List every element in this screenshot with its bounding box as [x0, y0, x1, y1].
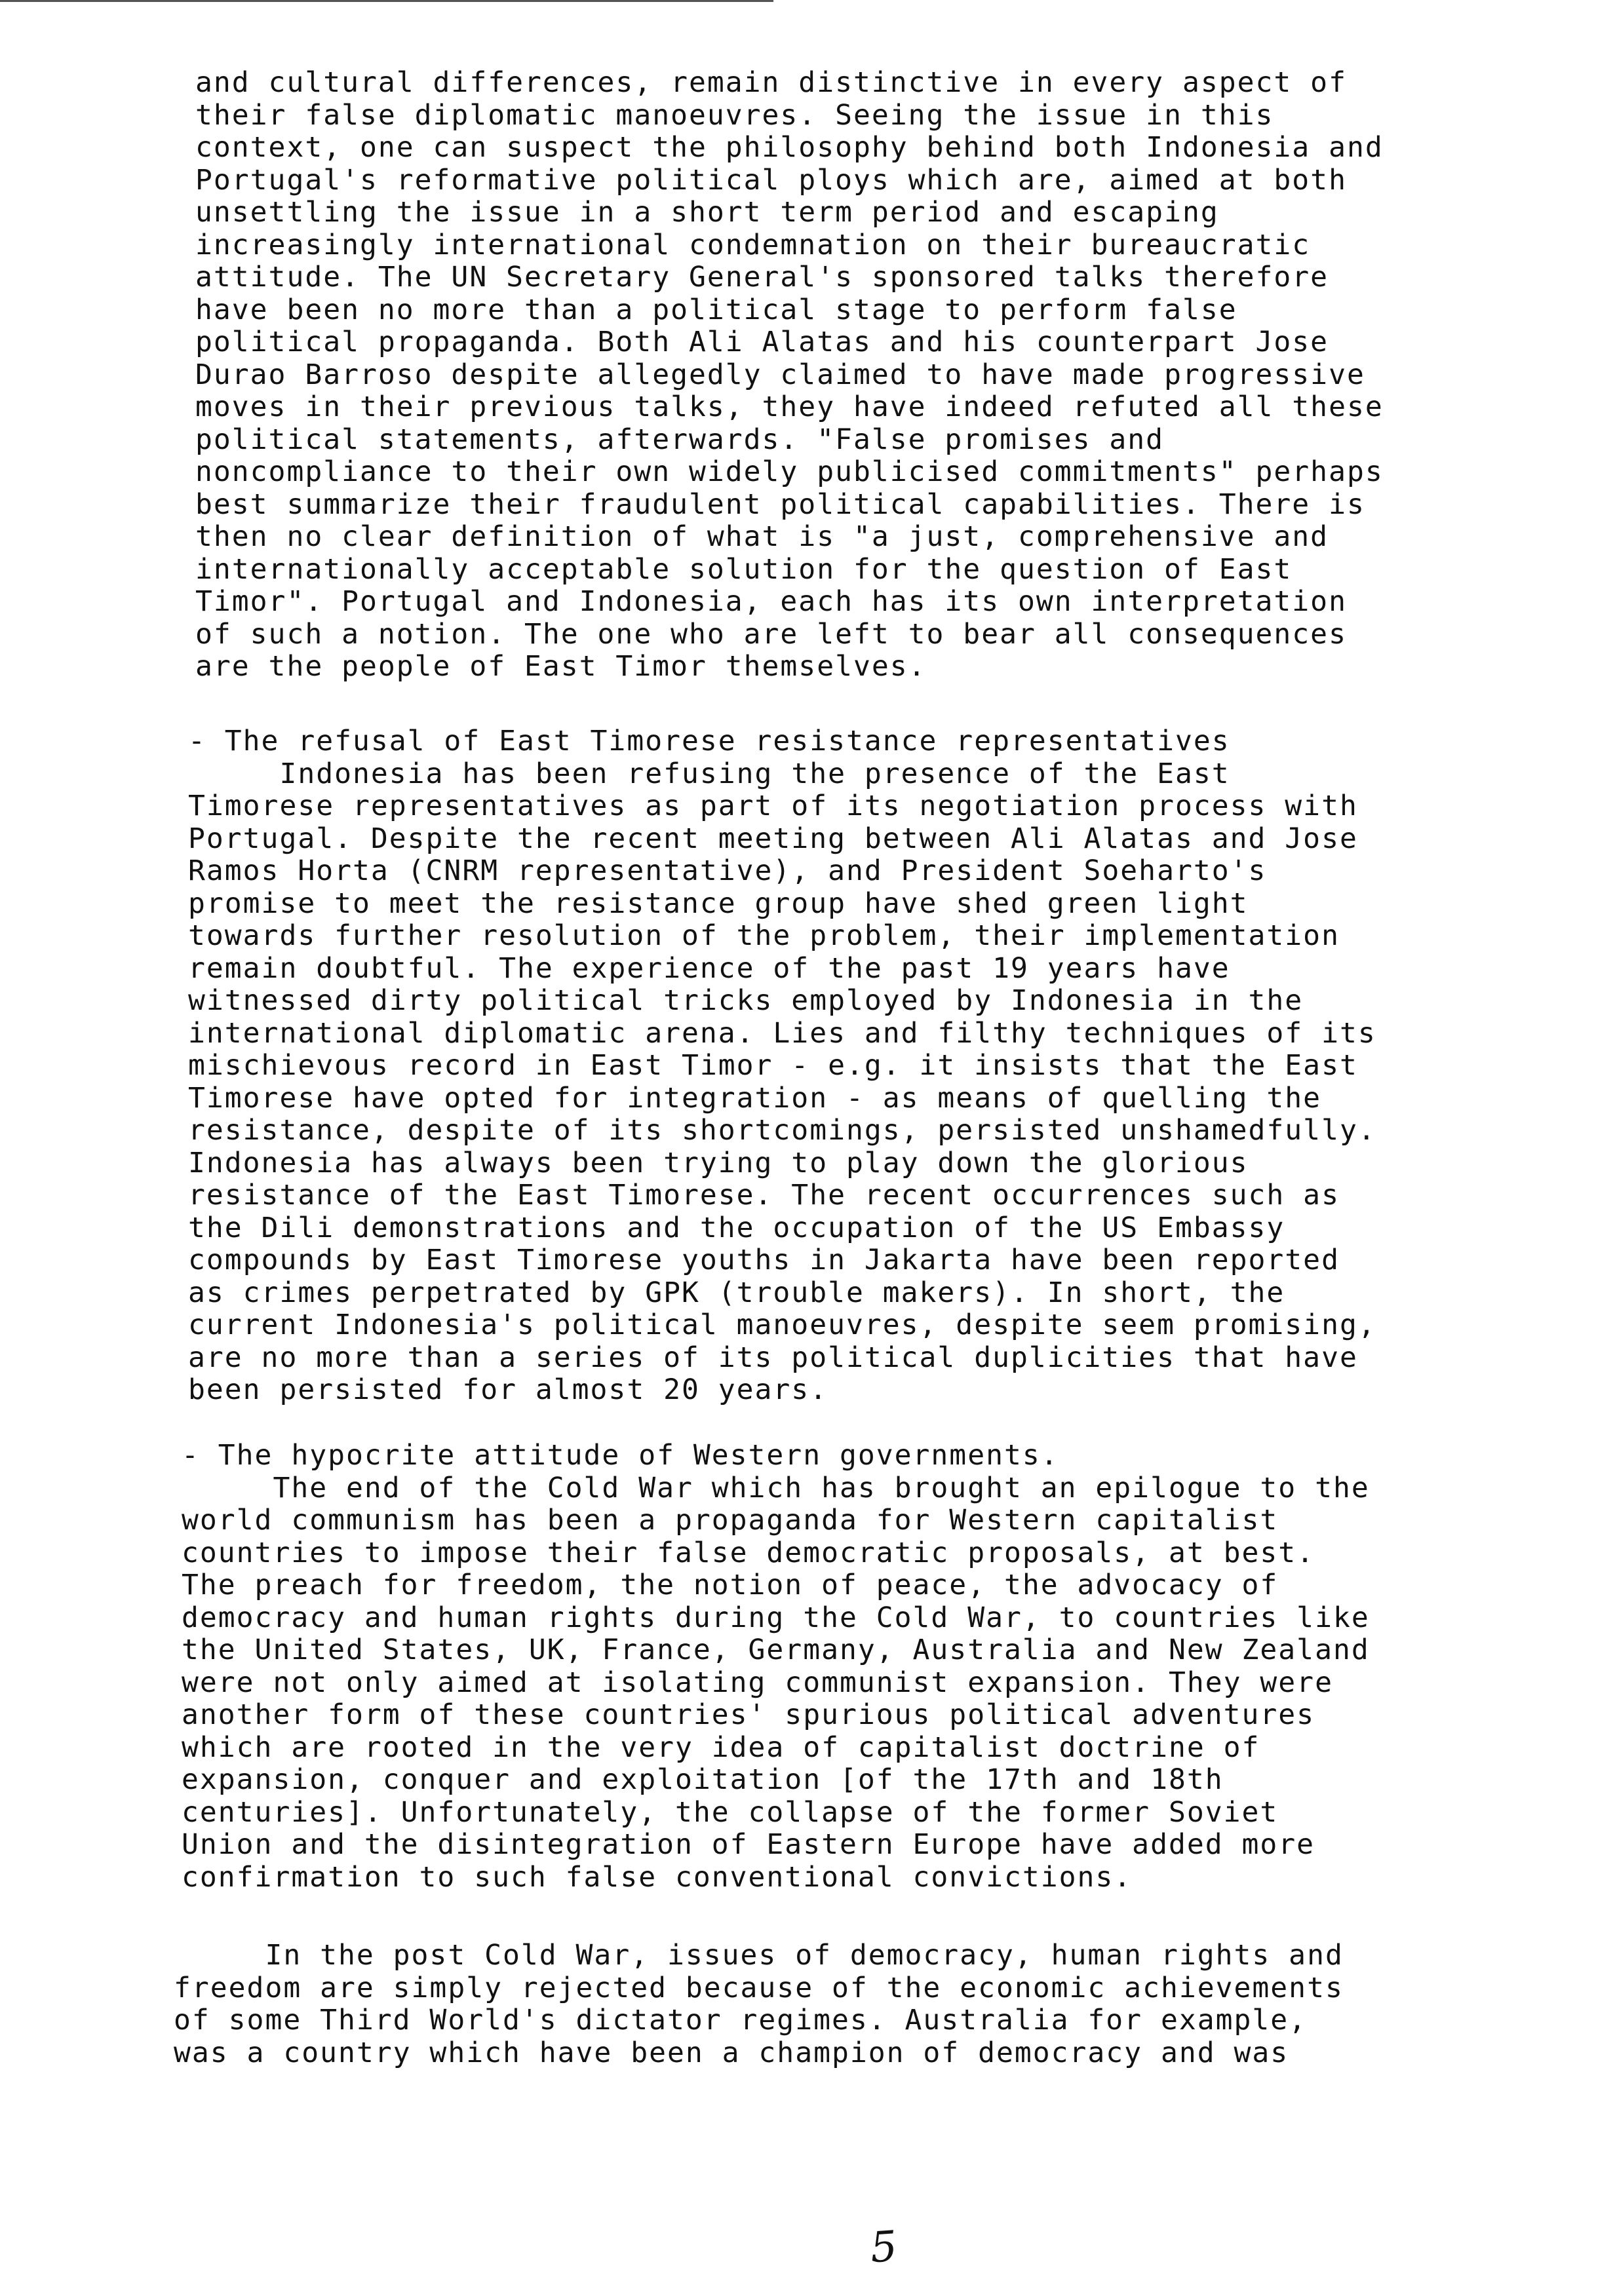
section-2-line: Ramos Horta (CNRM representative), and President Soeharto's: [188, 854, 1267, 887]
paragraph-4-line: was a country which have been a champion of democracy and was: [174, 2036, 1289, 2069]
section-2-line: international diplomatic arena. Lies and filthy techniques of its: [188, 1016, 1376, 1050]
paragraph-1-line: Portugal's reformative political ploys which are, aimed at both: [195, 163, 1347, 197]
section-2-line: compounds by East Timorese youths in Jakarta have been reported: [188, 1244, 1340, 1276]
section-2-line: Portugal. Despite the recent meeting between Ali Alatas and Jose: [188, 822, 1358, 855]
section-2-line: Indonesia has been refusing the presence of the East: [188, 757, 1230, 790]
section-2-line: resistance of the East Timorese. The recent occurrences such as: [188, 1179, 1340, 1212]
paragraph-1-line: internationally acceptable solution for the question of East: [195, 552, 1293, 586]
section-2-line: resistance, despite of its shortcomings, persisted unshamedfully.: [188, 1114, 1376, 1147]
section-3-line: another form of these countries' spurious political adventures: [182, 1698, 1315, 1731]
page-number: 5: [868, 2222, 899, 2273]
section-2-line: the Dili demonstrations and the occupation of the US Embassy: [188, 1211, 1285, 1244]
section-2-line: Timorese have opted for integration - as means of quelling the: [188, 1081, 1322, 1115]
section-3-line: expansion, conquer and exploitation [of the 17th and 18th: [182, 1763, 1224, 1796]
section-2-line: Timorese representatives as part of its negotiation process with: [188, 790, 1358, 822]
paragraph-1-line: their false diplomatic manoeuvres. Seeing the issue in this: [195, 98, 1274, 132]
paragraph-1-line: have been no more than a political stage to perform false: [195, 293, 1237, 326]
section-3-line: which are rooted in the very idea of capitalist doctrine of: [182, 1731, 1260, 1764]
section-3-line: The preach for freedom, the notion of peace, the advocacy of: [182, 1569, 1279, 1601]
section-2-line: towards further resolution of the problem, their implementation: [188, 919, 1340, 952]
section-3-line: democracy and human rights during the Cold War, to countries like: [182, 1601, 1370, 1634]
paragraph-continuation: [195, 67, 1506, 683]
paragraph-1-line: increasingly international condemnation on their bureaucratic: [195, 228, 1311, 261]
paragraph-4-line: In the post Cold War, issues of democracy, human rights and: [174, 1939, 1344, 1972]
section-2-line: remain doubtful. The experience of the past 19 years have: [188, 951, 1230, 985]
section-3-line: centuries]. Unfortunately, the collapse of the former Soviet: [182, 1795, 1279, 1829]
paragraph-1-line: noncompliance to their own widely publicised commitments" perhaps: [195, 455, 1384, 488]
section-2-line: current Indonesia's political manoeuvres, despite seem promising,: [188, 1309, 1376, 1341]
paragraph-post-cold-war: [174, 1940, 1485, 2069]
section-hypocrite-attitude-western-governments: [182, 1440, 1492, 1894]
paragraph-1-line: best summarize their fraudulent political capabilities. There is: [195, 488, 1365, 521]
paragraph-1-line: then no clear definition of what is "a just, comprehensive and: [195, 520, 1329, 553]
paragraph-1-line: attitude. The UN Secretary General's sponsored talks therefore: [195, 261, 1329, 294]
section-3-line: were not only aimed at isolating communist expansion. They were: [182, 1666, 1333, 1699]
paragraph-4-line: freedom are simply rejected because of the economic achievements: [174, 1971, 1344, 2004]
paragraph-1-line: of such a notion. The one who are left to bear all consequences: [195, 617, 1347, 651]
section-3-line: world communism has been a propaganda for Western capitalist: [182, 1504, 1279, 1537]
section-3-line: the United States, UK, France, Germany, Australia and New Zealand: [182, 1634, 1370, 1666]
section-3-line: countries to impose their false democratic proposals, at best.: [182, 1536, 1315, 1569]
section-2-line: witnessed dirty political tricks employed by Indonesia in the: [188, 984, 1304, 1017]
paragraph-1-line: are the people of East Timor themselves.: [195, 650, 927, 683]
section-2-line: Indonesia has always been trying to play down the glorious: [188, 1146, 1249, 1179]
paragraph-4-line: of some Third World's dictator regimes. Australia for example,: [174, 2004, 1308, 2037]
paragraph-1-line: unsettling the issue in a short term period and escaping: [195, 196, 1219, 229]
section-3-line: confirmation to such false conventional convictions.: [182, 1860, 1133, 1894]
section-2-line: promise to meet the resistance group have shed green light: [188, 887, 1249, 920]
section-refusal-of-resistance-representatives: [188, 725, 1499, 1407]
section-2-line: mischievous record in East Timor - e.g. it insists that the East: [188, 1049, 1358, 1082]
scan-edge-line: [0, 0, 773, 2]
paragraph-1-line: context, one can suspect the philosophy behind both Indonesia and: [195, 131, 1384, 164]
section-3-line: - The hypocrite attitude of Western governments.: [182, 1439, 1059, 1472]
section-2-line: as crimes perpetrated by GPK (trouble makers). In short, the: [188, 1276, 1285, 1309]
paragraph-1-line: Durao Barroso despite allegedly claimed to have made progressive: [195, 358, 1365, 391]
section-2-line: been persisted for almost 20 years.: [188, 1373, 828, 1406]
paragraph-1-line: moves in their previous talks, they have indeed refuted all these: [195, 391, 1384, 423]
section-2-line: are no more than a series of its political duplicities that have: [188, 1341, 1358, 1374]
paragraph-1-line: political statements, afterwards. "False promises and: [195, 423, 1165, 456]
paragraph-1-line: Timor". Portugal and Indonesia, each has its own interpretation: [195, 585, 1347, 618]
paragraph-1-line: political propaganda. Both Ali Alatas and his counterpart Jose: [195, 326, 1329, 358]
section-2-line: - The refusal of East Timorese resistance representatives: [188, 725, 1230, 757]
section-3-line: The end of the Cold War which has brought an epilogue to the: [182, 1471, 1370, 1504]
paragraph-1-line: and cultural differences, remain distinctive in every aspect of: [195, 66, 1347, 99]
section-3-line: Union and the disintegration of Eastern Europe have added more: [182, 1828, 1315, 1861]
